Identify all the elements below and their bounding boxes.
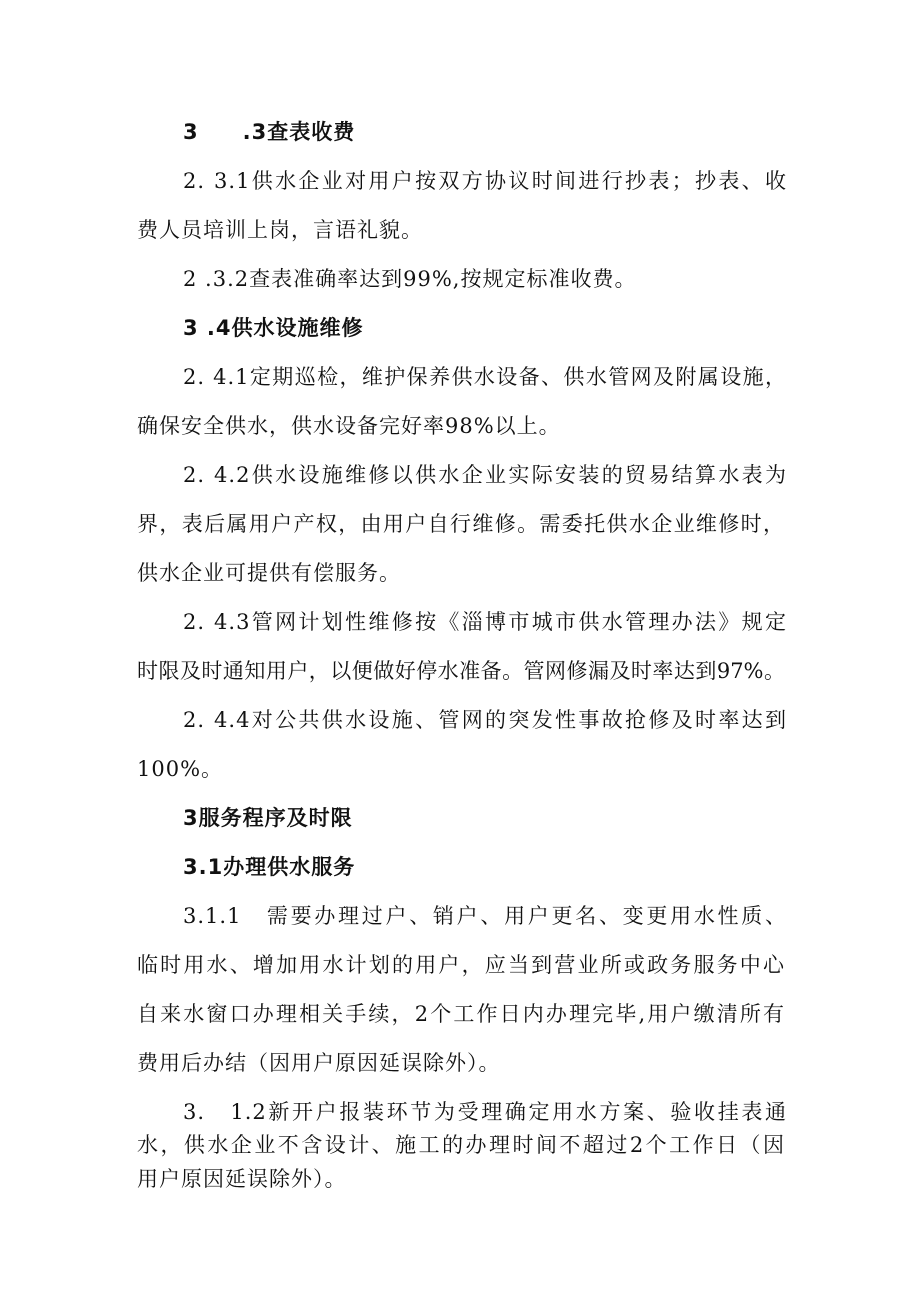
paragraph-line: 时限及时通知用户，以便做好停水准备。管网修漏及时率达到97%。 [137, 659, 785, 683]
paragraph-line: 自来水窗口办理相关手续，2个工作日内办理完毕,用户缴清所有 [137, 1002, 785, 1026]
paragraph-line: 临时用水、增加用水计划的用户，应当到营业所或政务服务中心 [137, 953, 785, 977]
paragraph-line: 3. 1.2新开户报装环节为受理确定用水方案、验收挂表通 [183, 1100, 787, 1124]
section-heading-3-1: 3.1办理供水服务 [183, 855, 356, 879]
paragraph-line: 2 .3.2查表准确率达到99%,按规定标准收费。 [183, 267, 637, 291]
paragraph-line: 2. 4.3管网计划性维修按《淄博市城市供水管理办法》规定 [183, 610, 787, 634]
section-heading-3-4: 3 .4供水设施维修 [183, 316, 364, 340]
paragraph-line: 费用后办结（因用户原因延误除外）。 [137, 1051, 501, 1075]
paragraph-line: 界，表后属用户产权，由用户自行维修。需委托供水企业维修时， [137, 512, 785, 536]
paragraph-line: 供水企业可提供有偿服务。 [137, 561, 401, 585]
paragraph-line: 100%。 [137, 757, 224, 781]
paragraph-line: 2. 4.1定期巡检，维护保养供水设备、供水管网及附属设施， [183, 365, 787, 389]
paragraph-line: 2. 3.1供水企业对用户按双方协议时间进行抄表；抄表、收 [183, 169, 787, 193]
section-heading-3: 3服务程序及时限 [183, 806, 353, 830]
paragraph-line: 2. 4.4对公共供水设施、管网的突发性事故抢修及时率达到 [183, 708, 787, 732]
paragraph-line: 3.1.1 需要办理过户、销户、用户更名、变更用水性质、 [183, 904, 787, 928]
paragraph-line: 用户原因延误除外）。 [137, 1167, 347, 1191]
section-heading-3-3: 3 .3查表收费 [183, 120, 356, 144]
paragraph-line: 水，供水企业不含设计、施工的办理时间不超过2个工作日（因 [137, 1133, 785, 1157]
paragraph-line: 确保安全供水，供水设备完好率98%以上。 [137, 414, 561, 438]
paragraph-line: 2. 4.2供水设施维修以供水企业实际安装的贸易结算水表为 [183, 463, 787, 487]
paragraph-line: 费人员培训上岗，言语礼貌。 [137, 218, 423, 242]
